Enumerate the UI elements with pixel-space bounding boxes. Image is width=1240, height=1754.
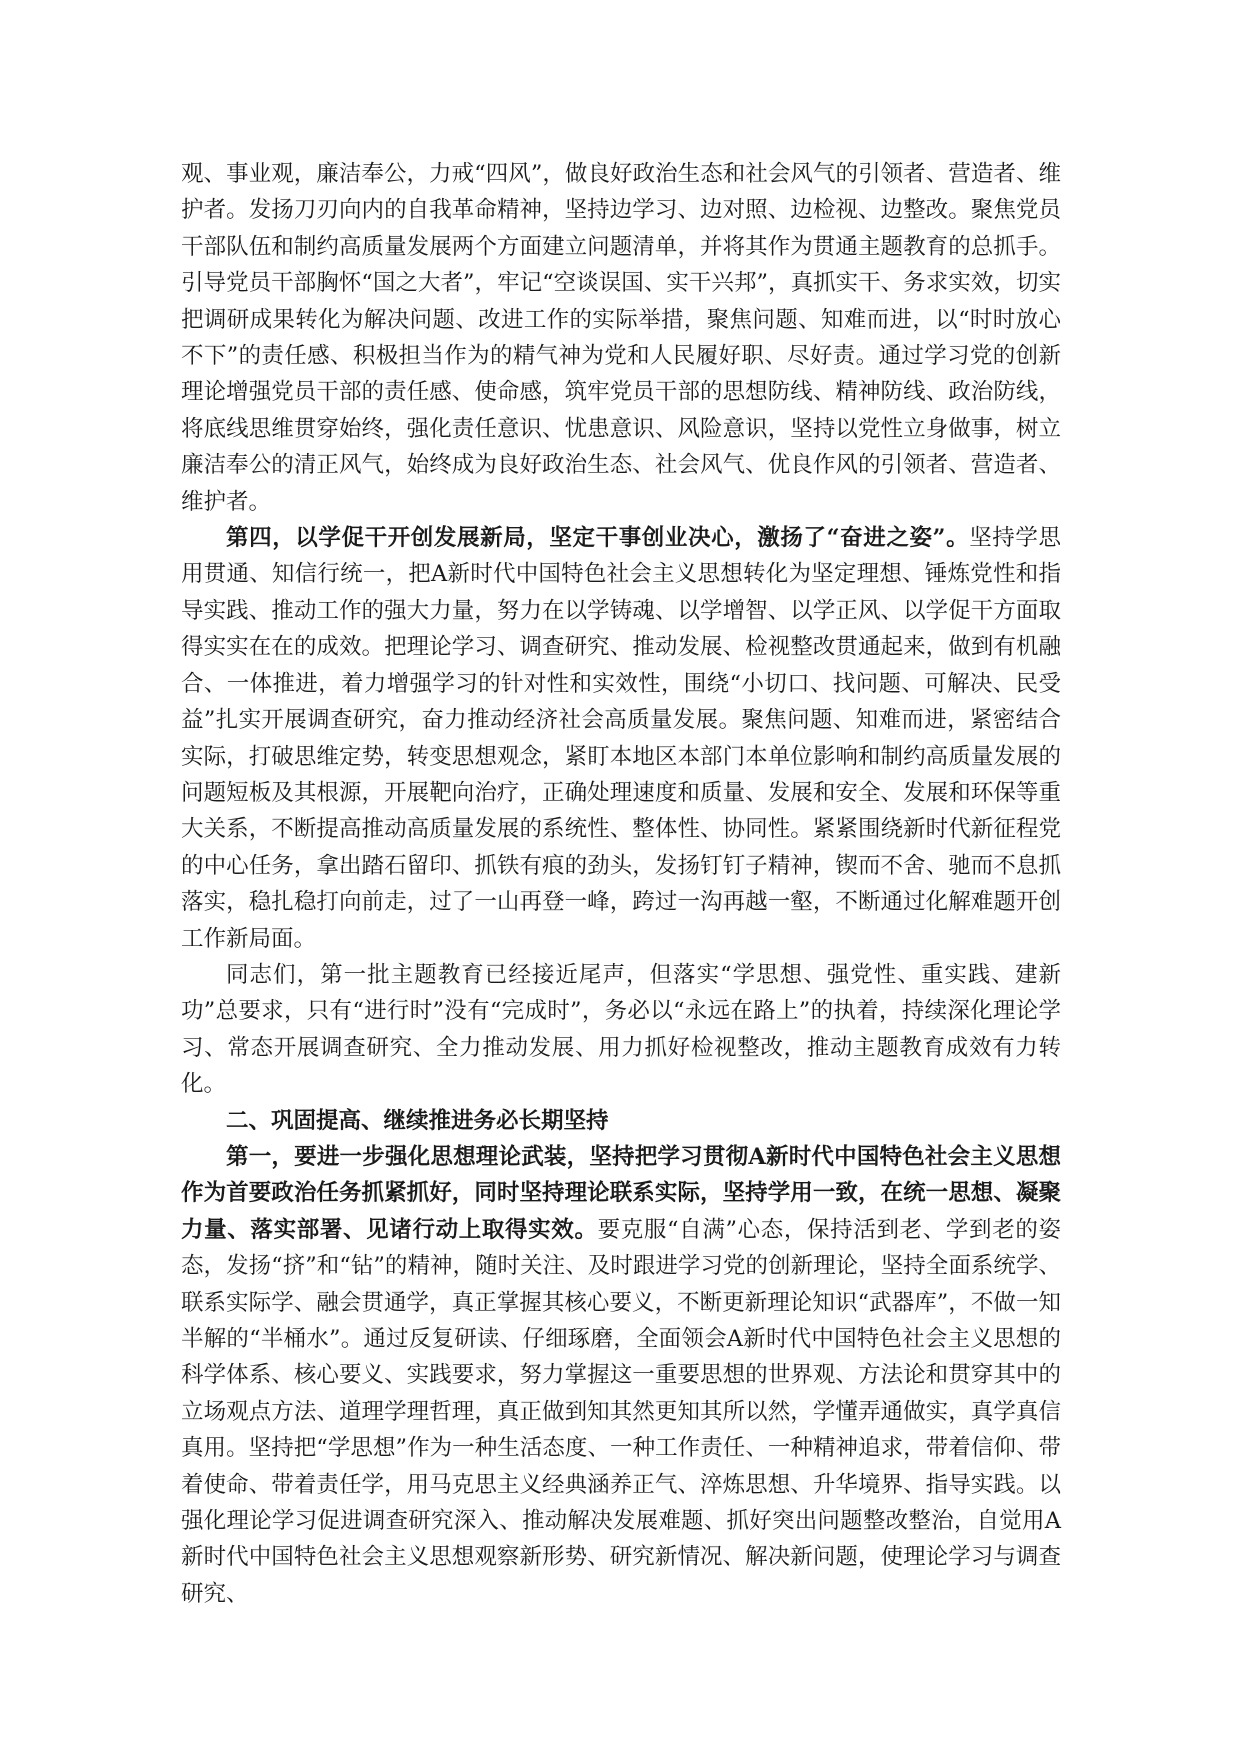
- paragraph-continued: 观、事业观，廉洁奉公，力戒“四风”，做良好政治生态和社会风气的引领者、营造者、维护者。发扬刀刃向内的自我革命精神，坚持边学习、边对照、边检视、边整改。聚焦党员干部队伍和制约高质量发展两个方面建立问题清单，并将其作为贯通主题教育的总抓手。引导党员干部胸怀“国之大者”，牢记“空谈误国、实干兴邦”，真抓实干、务求实效，切实把调研成果转化为解决问题、改进工作的实际举措，聚焦问题、知难而进，以“时时放心不下”的责任感、积极担当作为的精气神为党和人民履好职、尽好责。通过学习党的创新理论增强党员干部的责任感、使命感，筑牢党员干部的思想防线、精神防线、政治防线，将底线思维贯穿始终，强化责任意识、忧患意识、风险意识，坚持以党性立身做事，树立廉洁奉公的清正风气，始终成为良好政治生态、社会风气、优良作风的引领者、营造者、维护者。: [181, 161, 1061, 515]
- paragraph-lead-sentence: 第一，要进一步强化思想理论武装，坚持把学习贯彻A新时代中国特色社会主义思想作为首要政治任务抓紧抓好，同时坚持理论联系实际，坚持学用一致，在统一思想、凝聚力量、落实部署、见诸行动上取得实效。: [181, 1143, 1061, 1243]
- paragraph-closing-remarks: 同志们，第一批主题教育已经接近尾声，但落实“学思想、强党性、重实践、建新功”总要求，只有“进行时”没有“完成时”，务必以“永远在路上”的执着，持续深化理论学习、常态开展调查研究、全力推动发展、用力抓好检视整改，推动主题教育成效有力转化。: [181, 961, 1061, 1098]
- section-heading: 二、巩固提高、继续推进务必长期坚持: [226, 1107, 609, 1134]
- paragraph-lead-sentence: 第四，以学促干开创发展新局，坚定干事创业决心，激扬了“奋进之姿”。: [226, 525, 970, 552]
- paragraph-first-point: [181, 1139, 1061, 1612]
- paragraph-body: 坚持学思用贯通、知信行统一，把A新时代中国特色社会主义思想转化为坚定理想、锤炼党性和指导实践、推动工作的强大力量，努力在以学铸魂、以学增智、以学正风、以学促干方面取得实实在在的成效。把理论学习、调查研究、推动发展、检视整改贯通起来，做到有机融合、一体推进，着力增强学习的针对性和实效性，围绕“小切口、找问题、可解决、民受益”扎实开展调查研究，奋力推动经济社会高质量发展。聚焦问题、知难而进，紧密结合实际，打破思维定势，转变思想观念，紧盯本地区本部门本单位影响和制约高质量发展的问题短板及其根源，开展靶向治疗，正确处理速度和质量、发展和安全、发展和环保等重大关系，不断提高推动高质量发展的系统性、整体性、协同性。紧紧围绕新时代新征程党的中心任务，拿出踏石留印、抓铁有痕的劲头，发扬钉钉子精神，锲而不舍、驰而不息抓落实，稳扎稳打向前走，过了一山再登一峰，跨过一沟再越一壑，不断通过化解难题开创工作新局面。: [181, 525, 1061, 952]
- paragraph-body: 要克服“自满”心态，保持活到老、学到老的姿态，发扬“挤”和“钻”的精神，随时关注、及时跟进学习党的创新理论，坚持全面系统学、联系实际学、融会贯通学，真正掌握其核心要义，不断更新理论知识“武器库”，不做一知半解的“半桶水”。通过反复研读、仔细琢磨，全面领会A新时代中国特色社会主义思想的科学体系、核心要义、实践要求，努力掌握这一重要思想的世界观、方法论和贯穿其中的立场观点方法、道理学理哲理，真正做到知其然更知其所以然，学懂弄通做实，真学真信真用。坚持把“学思想”作为一种生活态度、一种工作责任、一种精神追求，带着信仰、带着使命、带着责任学，用马克思主义经典涵养正气、淬炼思想、升华境界、指导实践。以强化理论学习促进调查研究深入、推动解决发展难题、抓好突出问题整改整治，自觉用A新时代中国特色社会主义思想观察新形势、研究新情况、解决新问题，使理论学习与调查研究、: [181, 1216, 1061, 1607]
- paragraph-fourth-point: [181, 520, 1061, 957]
- document-page: [181, 156, 1061, 1612]
